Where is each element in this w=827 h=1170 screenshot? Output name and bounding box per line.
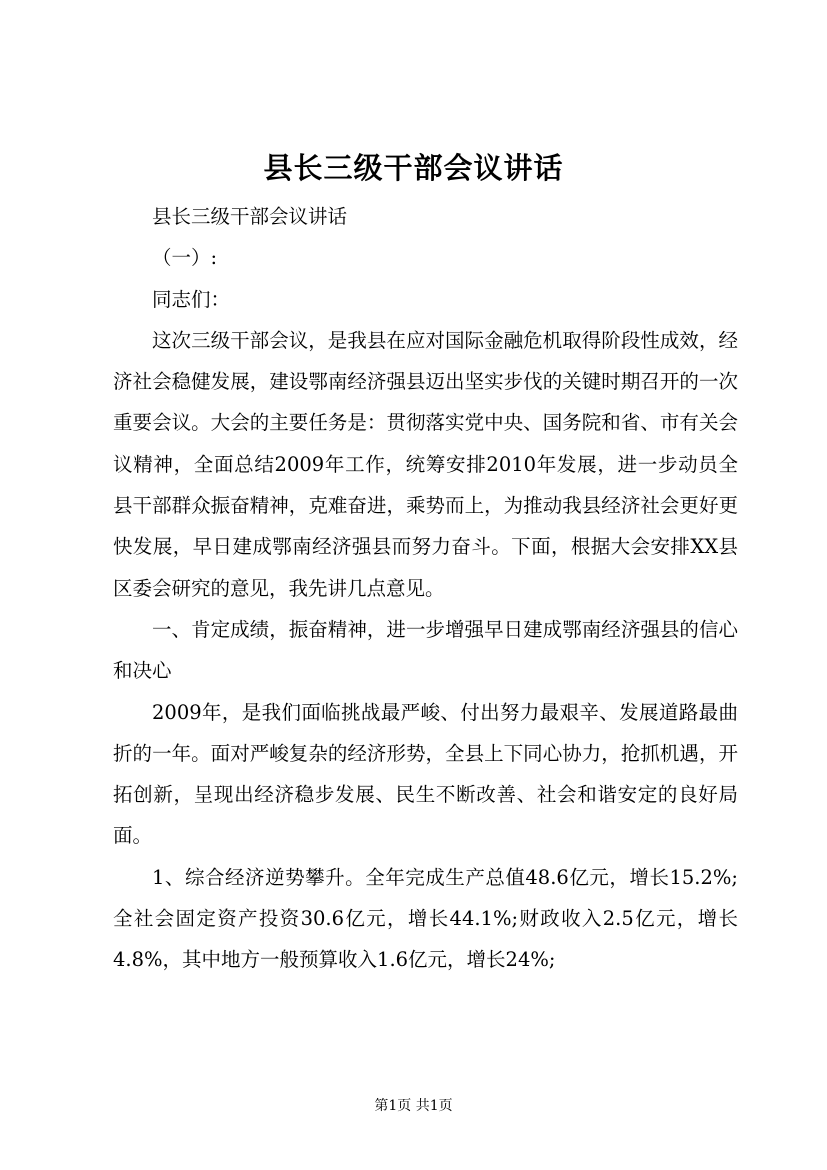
section-heading-paragraph: 一、肯定成绩，振奋精神，进一步增强早日建成鄂南经济强县的信心和决心 (113, 617, 738, 683)
summary-paragraph: 2009年，是我们面临挑战最严峻、付出努力最艰辛、发展道路最曲折的一年。面对严峻复杂的经济形势，全县上下同心协力，抢抓机遇，开拓创新，呈现出经济稳步发展、民生不断改善、社会和谐安定的良好局面。 (113, 700, 738, 848)
page-footer: 第1页 共1页 (374, 1098, 453, 1114)
economy-paragraph: 1、综合经济逆势攀升。全年完成生产总值48.6亿元，增长15.2%;全社会固定资产投资30.6亿元，增长44.1%;财政收入2.5亿元，增长4.8%，其中地方一般预算收入1.6亿元，增长24%; (113, 865, 738, 972)
subtitle-paragraph: 县长三级干部会议讲话 (152, 205, 348, 228)
document-title: 县长三级干部会议讲话 (263, 151, 564, 185)
salutation-paragraph: 同志们： (152, 287, 231, 311)
document-body (113, 196, 738, 981)
intro-paragraph: 这次三级干部会议，是我县在应对国际金融危机取得阶段性成效，经济社会稳健发展，建设鄂南经济强县迈出坚实步伐的关键时期召开的一次重要会议。大会的主要任务是：贯彻落实党中央、国务院和省、市有关会议精神，全面总结2009年工作，统筹安排2010年发展，进一步动员全县干部群众振奋精神，克难奋进，乘势而上，为推动我县经济社会更好更快发展，早日建成鄂南经济强县而努力奋斗。下面，根据大会安排XX县区委会研究的意见，我先讲几点意见。 (113, 328, 738, 600)
section-marker-paragraph: （一）: (152, 246, 218, 270)
